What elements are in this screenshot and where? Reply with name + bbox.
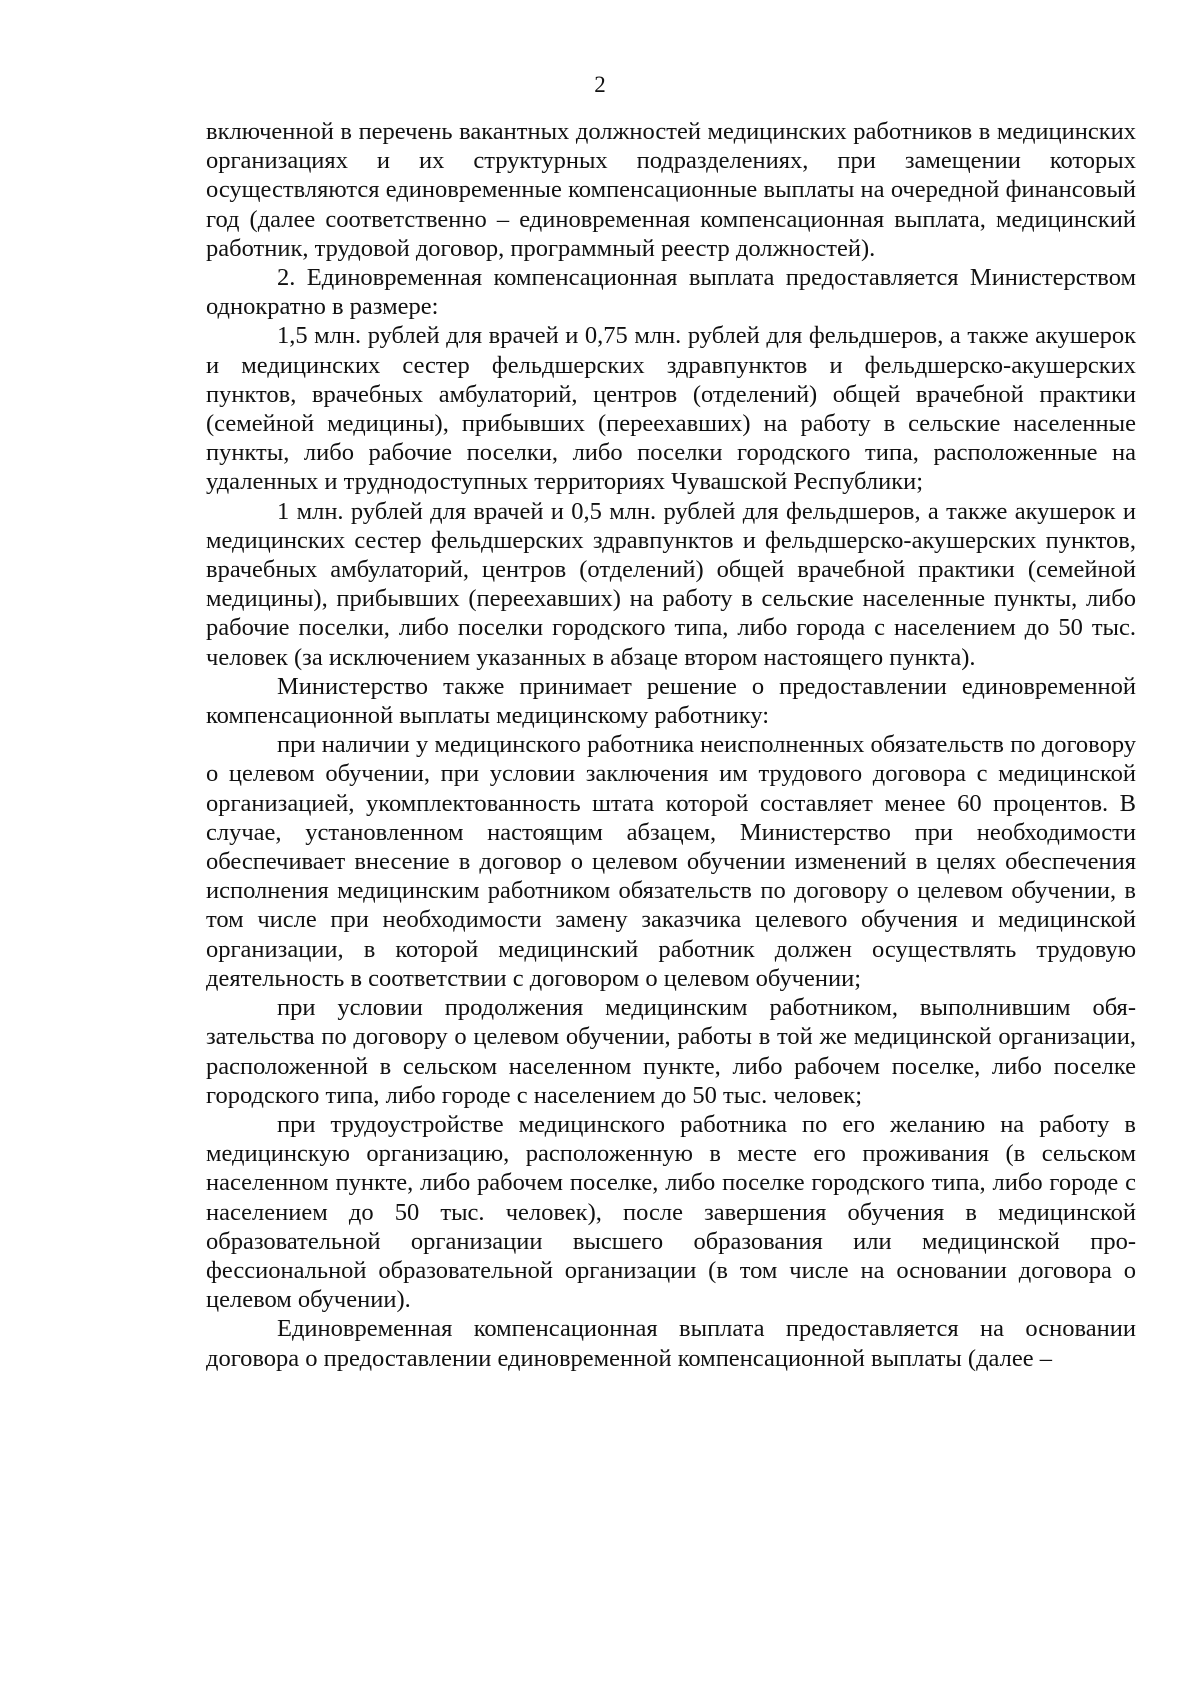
paragraph-contract-basis: Единовременная компенсационная выплата предоставляется на основании договора о предоставлении единовременной компенсационной выплаты (далее – — [206, 1315, 1136, 1372]
paragraph-item-2: 2. Единовременная компенсационная выплата предоставляется Министерством однократно в размере: — [206, 264, 1136, 321]
paragraph-condition-targeted-training: при наличии у медицинского работника неисполненных обязательств по договору о целевом обучении, при условии заключения им трудового договора с медицинской организацией, укомплектованность штата которой составляет менее 60 процентов. В случае, установленном настоящим абзацем, Министерство при необходимости обеспечивает внесение в договор о целевом обучении изменений в целях обеспечения исполнения медицинским работником обязательств по договору о целевом обучении, в том числе при необходимости замену заказчика целевого обучения и медицинской организации, в которой медицинский работник должен осуществлять трудовую деятельность в соответствии с договором о целевом обучении; — [206, 731, 1136, 992]
paragraph-amount-rural: 1 млн. рублей для врачей и 0,5 млн. рублей для фельдшеров, а также акушерок и медицинских сестер фельдшерских здравпунктов и фельдшерско-акушерских пунктов, врачебных амбулаторий, центров (отделений) общей врачебной практики (семейной медицины), прибывших (переехавших) на работу в сельские населенные пункты, либо рабочие поселки, либо поселки городского типа, либо города с населением до 50 тыс. человек (за исключением указанных в абзаце втором настоящего пункта). — [206, 497, 1136, 671]
paragraph-condition-employment: при трудоустройстве медицинского работника по его желанию на работу в медицинскую организацию, расположенную в месте его проживания (в сельском населенном пункте, либо рабочем поселке, либо поселке городского типа, либо городе с населением до 50 тыс. человек), после завершения обучения в медицинской образовательной организации высшего образования или медицинской профессиональной образовательной организации (в том числе на основании договора о целевом обучении). — [206, 1110, 1136, 1314]
document-body — [206, 117, 1136, 1373]
paragraph-amount-remote: 1,5 млн. рублей для врачей и 0,75 млн. рублей для фельдшеров, а также акушерок и медицинских сестер фельдшерских здравпунктов и фельдшерско-акушерских пунктов, врачебных амбулаторий, центров (отделений) общей врачебной практики (семейной медицины), прибывших (переехавших) на работу в сельские населенные пункты, либо рабочие поселки, либо поселки городского типа, расположенные на удаленных и труднодоступных территориях Чувашской Республики; — [206, 322, 1136, 496]
paragraph-ministry-decision: Министерство также принимает решение о предоставлении единовременной компенсационной выплаты медицинскому работнику: — [206, 672, 1136, 730]
paragraph-condition-continued-work: при условии продолжения медицинским работником, выполнившим обязательства по договору о целевом обучении, работы в той же медицинской организации, расположенной в сельском населенном пункте, либо рабочем поселке, либо поселке городского типа, либо городе с населением до 50 тыс. человек; — [206, 994, 1136, 1109]
page-number: 2 — [594, 72, 606, 97]
paragraph-continuation: включенной в перечень вакантных должностей медицинских работников в медицинских организациях и их структурных подразделениях, при замещении которых осуществляются единовременные компенсационные выплаты на очередной финансовый год (далее соответственно – единовременная компенсационная выплата, медицинский работник, трудовой договор, программный реестр должностей). — [206, 118, 1136, 262]
